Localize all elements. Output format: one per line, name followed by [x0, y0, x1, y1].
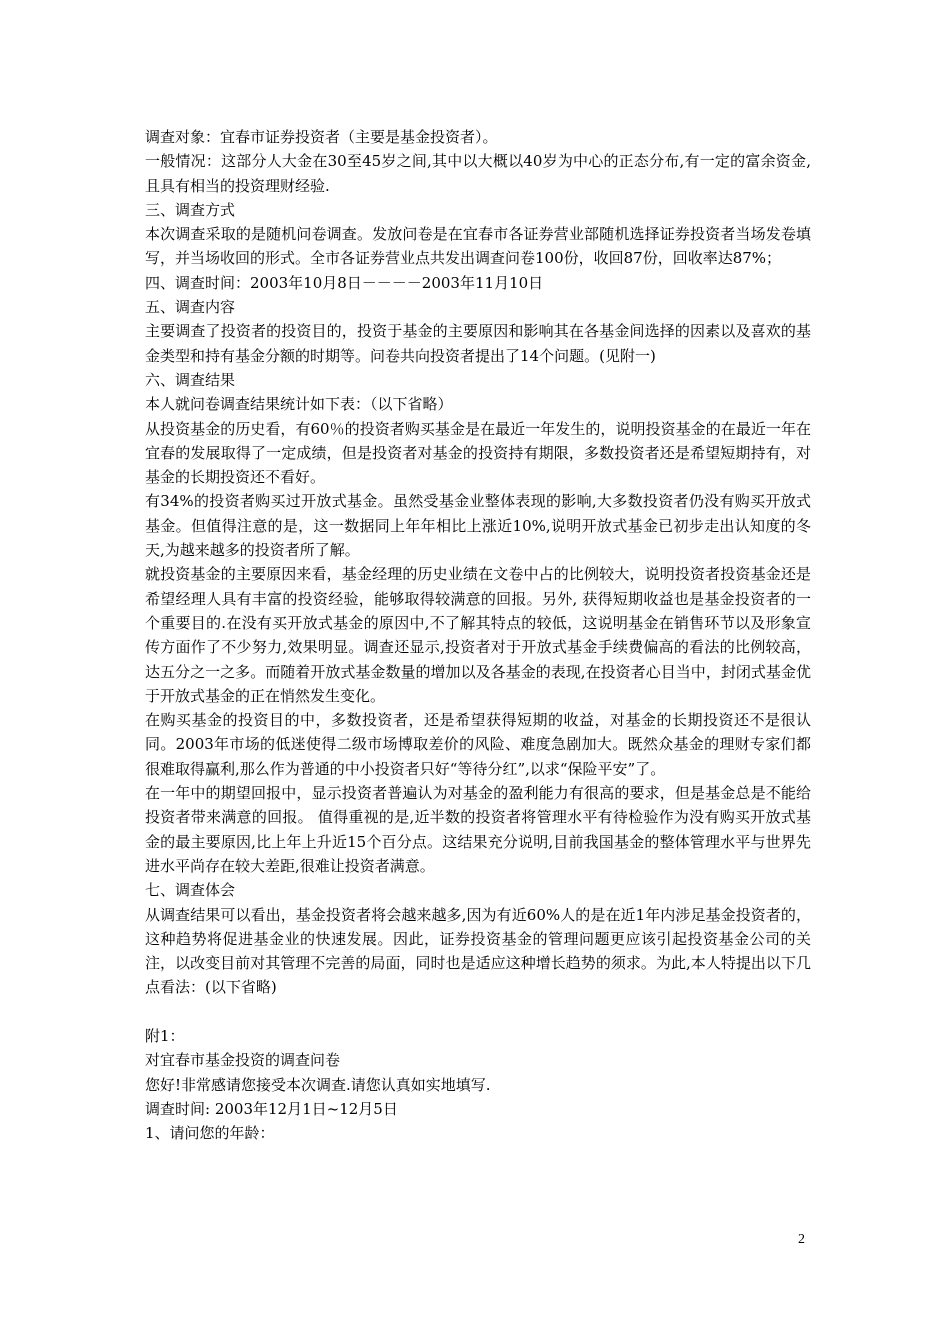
- paragraph: 五、调查内容: [145, 298, 236, 317]
- paragraph: 对宜春市基金投资的调查问卷: [145, 1051, 341, 1070]
- paragraph: 一般情况：这部分人大金在30至45岁之间,其中以大概以40岁为中心的正态分布,有一定的富余资金,且具有相当的投资理财经验.: [145, 152, 811, 195]
- page-number: 2: [798, 1232, 805, 1247]
- paragraph: 在一年中的期望回报中，显示投资者普遍认为对基金的盈利能力有很高的要求，但是基金总是不能给投资者带来满意的回报。 值得重视的是,近半数的投资者将管理水平有待检验作为没有购买开放式基金的最主要原因,比上年上升近15个百分点。这结果充分说明,目前我国基金的整体管理水平与世界先进水平尚存在较大差距,很难让投资者满意。: [145, 784, 811, 875]
- paragraph: 六、调查结果: [145, 370, 236, 389]
- paragraph: 本人就问卷调查结果统计如下表：（以下省略）: [145, 395, 453, 414]
- paragraph: 有34%的投资者购买过开放式基金。虽然受基金业整体表现的影响,大多数投资者仍没有购买开放式基金。但值得注意的是，这一数据同上年年相比上涨近10%,说明开放式基金已初步走出认知度的冬天,为越来越多的投资者所了解。: [145, 492, 811, 560]
- paragraph: 调查时间: 2003年12月1日~12月5日: [145, 1099, 398, 1118]
- paragraph: 在购买基金的投资目的中，多数投资者，还是希望获得短期的收益，对基金的长期投资还不是很认同。2003年市场的低迷使得二级市场博取差价的风险、难度急剧加大。既然众基金的理财专家们都很难取得赢利,那么作为普通的中小投资者只好“等待分红”,以求“保险平安”了。: [145, 711, 811, 778]
- paragraph: 调查对象：宜春市证券投资者（主要是基金投资者）。: [145, 128, 498, 146]
- paragraph: 从投资基金的历史看，有60％的投资者购买基金是在最近一年发生的，说明投资基金的在最近一年在宜春的发展取得了一定成绩，但是投资者对基金的投资持有期限，多数投资者还是希望短期持有，对基金的长期投资还不看好。: [145, 419, 811, 487]
- paragraph: 1、请问您的年龄：: [145, 1124, 275, 1143]
- paragraph: 您好!非常感请您接受本次调查.请您认真如实地填写.: [145, 1075, 491, 1094]
- paragraph: 附1：: [145, 1026, 185, 1045]
- paragraph: 三、调查方式: [145, 200, 236, 219]
- paragraph: 从调查结果可以看出，基金投资者将会越来越多,因为有近60%人的是在近1年内涉足基金投资者的，这种趋势将促进基金业的快速发展。因此，证券投资基金的管理问题更应该引起投资基金公司的关注，以改变目前对其管理不完善的局面，同时也是适应这种增长趋势的须求。为此,本人特提出以下几点看法：(以下省略): [145, 905, 811, 997]
- paragraph: 本次调查采取的是随机问卷调查。发放问卷是在宜春市各证券营业部随机选择证券投资者当场发卷填写，并当场收回的形式。全市各证券营业点共发出调查问卷100份，收回87份，回收率达87%；: [145, 225, 811, 268]
- paragraph: 就投资基金的主要原因来看，基金经理的历史业绩在文卷中占的比例较大，说明投资者投资基金还是希望经理人具有丰富的投资经验，能够取得较满意的回报。另外, 获得短期收益也是基金投资者的一个重要目的.在没有买开放式基金的原因中,不了解其特点的较低，这说明基金在销售环节以及形象宣传方面作了不少努力,效果明显。调查还显示,投资者对于开放式基金手续费偏高的看法的比例较高，达五分之一之多。而随着开放式基金数量的增加以及各基金的表现,在投资者心目当中，封闭式基金优于开放式基金的正在悄然发生变化。: [145, 565, 811, 705]
- document-body: [145, 125, 811, 1145]
- paragraph: 七、调查体会: [145, 881, 236, 900]
- paragraph: 四、调查时间：2003年10月8日－－－－2003年11月10日: [145, 273, 544, 292]
- paragraph: 主要调查了投资者的投资目的，投资于基金的主要原因和影响其在各基金间选择的因素以及喜欢的基金类型和持有基金分额的时期等。问卷共向投资者提出了14个问题。(见附一): [145, 322, 811, 365]
- blank-line: [145, 1000, 811, 1024]
